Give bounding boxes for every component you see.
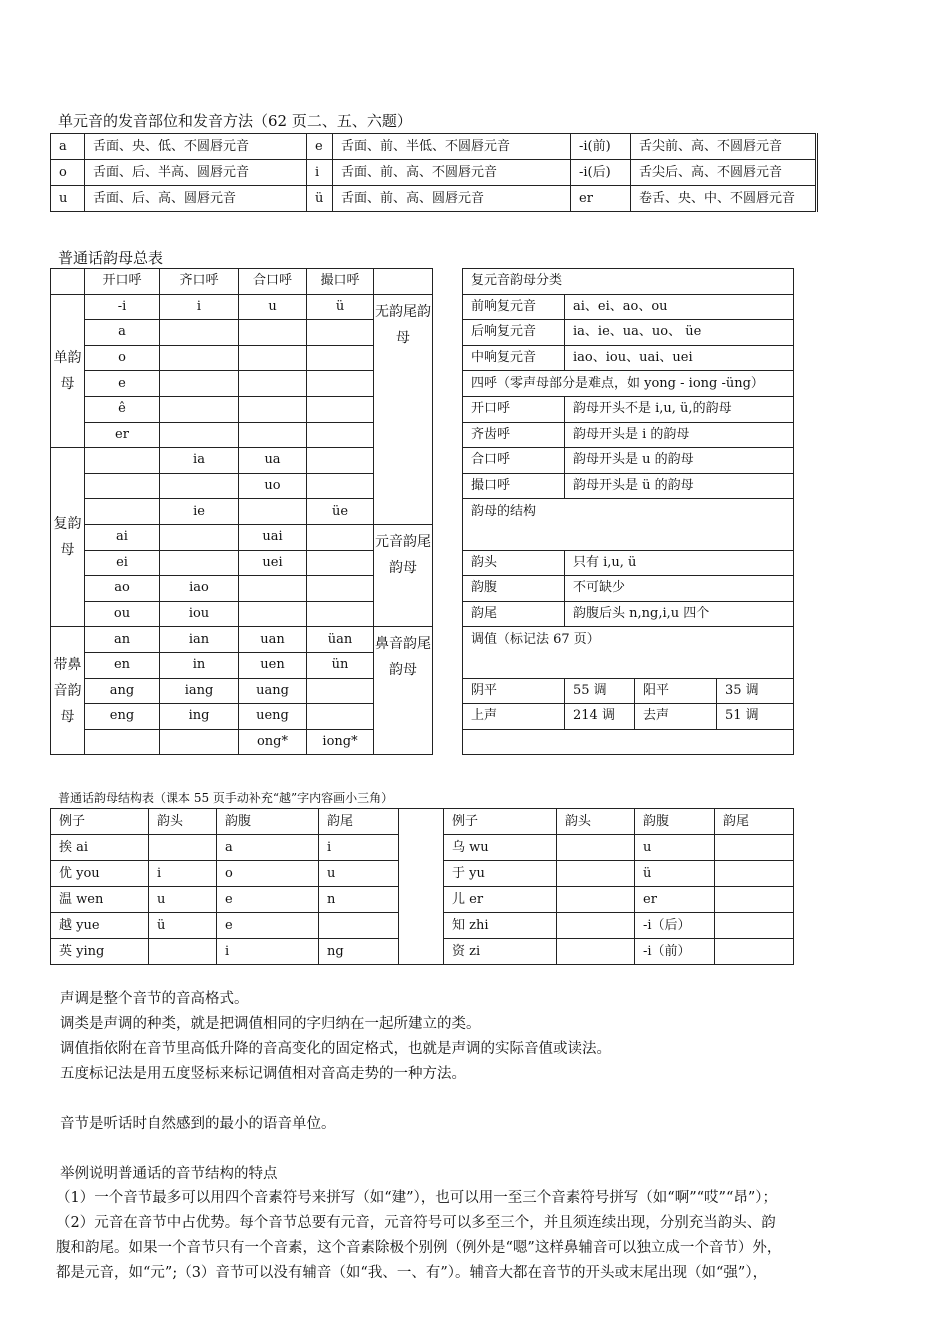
compound-value: 韵母开头不是 i,u, ü,的韵母: [565, 396, 794, 422]
final-cell: [160, 320, 239, 346]
structure-cell: 资 zi: [444, 939, 557, 965]
final-cell: uen: [239, 652, 307, 678]
vowel-row: [51, 160, 817, 186]
structure-cell: 越 yue: [51, 913, 149, 939]
paragraph-4: 五度标记法是用五度竖标来标记调值相对音高走势的一种方法。: [60, 1066, 466, 1082]
tone-cell: 去声: [635, 704, 717, 730]
structure-header: 韵腹: [217, 809, 319, 835]
structure-cell: [557, 887, 635, 913]
final-cell: eng: [85, 704, 160, 730]
vowel-cell: -i(后): [571, 160, 631, 186]
tone-cell: 35 调: [717, 678, 794, 704]
structure-cell: n: [319, 887, 399, 913]
structure-header: 韵尾: [319, 809, 399, 835]
final-cell: [85, 729, 160, 755]
final-cell: in: [160, 652, 239, 678]
vowel-cell: 舌面、前、高、不圆唇元音: [333, 160, 571, 186]
final-paragraph: [56, 1186, 892, 1286]
structure-header-row: [51, 809, 794, 835]
final-cell: [160, 371, 239, 397]
structure-cell: u: [635, 835, 715, 861]
structure-cell: [149, 835, 217, 861]
final-cell: [160, 550, 239, 576]
structure-cell: [715, 835, 794, 861]
final-cell: [239, 576, 307, 602]
final-cell: [160, 422, 239, 448]
final-cell: üan: [307, 627, 374, 653]
final-paragraph-line-3: 腹和韵尾。如果一个音节只有一个音素，这个音素除极个别例（例外是“嗯”这样鼻辅音可以独立成一个音节）外，: [56, 1240, 782, 1256]
structure-cell: a: [217, 835, 319, 861]
paragraph-3: 调值指依附在音节里高低升降的音高变化的固定格式，也就是声调的实际音值或读法。: [60, 1041, 611, 1057]
finals-header: 撮口呼: [307, 269, 374, 295]
compound-title: 复元音韵母分类: [463, 269, 794, 295]
final-cell: o: [85, 345, 160, 371]
structure-cell: [557, 861, 635, 887]
tail-label: 元音韵尾韵母: [374, 524, 433, 626]
final-cell: [307, 396, 374, 422]
finals-title: 普通话韵母总表: [58, 249, 164, 267]
structure-cell: 温 wen: [51, 887, 149, 913]
tone-cell: 阴平: [463, 678, 565, 704]
final-cell: iang: [160, 678, 239, 704]
group-label: 带鼻音韵母: [51, 627, 85, 755]
structure-header: 韵头: [557, 809, 635, 835]
tone-cell: 上声: [463, 704, 565, 730]
structure-cell: [715, 939, 794, 965]
vowel-cell: i: [307, 160, 333, 186]
compound-label: 齐齿呼: [463, 422, 565, 448]
final-cell: ia: [160, 448, 239, 474]
final-paragraph-line-1: （1）一个音节最多可以用四个音素符号来拼写（如“建”），也可以用一至三个音素符号拼写（如“啊”“哎”“昂”）；: [56, 1190, 778, 1206]
final-cell: [307, 371, 374, 397]
finals-row: [51, 294, 794, 320]
vowel-cell: 舌面、前、高、圆唇元音: [333, 186, 571, 212]
final-cell: [307, 601, 374, 627]
vowel-cell: 舌面、后、高、圆唇元音: [85, 186, 307, 212]
compound-label: 前响复元音: [463, 294, 565, 320]
tone-cell: 55 调: [565, 678, 635, 704]
final-cell: [85, 499, 160, 525]
final-cell: iong*: [307, 729, 374, 755]
final-cell: en: [85, 652, 160, 678]
final-cell: uang: [239, 678, 307, 704]
finals-header-row: [51, 269, 794, 295]
final-cell: [239, 345, 307, 371]
compound-section-title: 韵母的结构: [463, 499, 794, 550]
structure-cell: [557, 835, 635, 861]
compound-label: 韵腹: [463, 576, 565, 602]
final-cell: ong*: [239, 729, 307, 755]
final-cell: iou: [160, 601, 239, 627]
final-cell: ün: [307, 652, 374, 678]
final-cell: ei: [85, 550, 160, 576]
structure-title: 普通话韵母结构表（课本 55 页手动补充“越”字内容画小三角）: [58, 791, 394, 805]
structure-cell: 英 ying: [51, 939, 149, 965]
tone-cell: 214 调: [565, 704, 635, 730]
compound-value: ai、ei、ao、ou: [565, 294, 794, 320]
structure-cell: 挨 ai: [51, 835, 149, 861]
final-cell: uo: [239, 473, 307, 499]
final-cell: -i: [85, 294, 160, 320]
final-cell: [307, 320, 374, 346]
structure-cell: 儿 er: [444, 887, 557, 913]
finals-header: 开口呼: [85, 269, 160, 295]
structure-cell: 优 you: [51, 861, 149, 887]
final-cell: [307, 550, 374, 576]
final-cell: [160, 396, 239, 422]
final-cell: üe: [307, 499, 374, 525]
final-cell: ua: [239, 448, 307, 474]
compound-label: 合口呼: [463, 448, 565, 474]
structure-cell: er: [635, 887, 715, 913]
final-cell: [239, 396, 307, 422]
vowel-cell: -i(前): [571, 134, 631, 160]
compound-section-title: 调值（标记法 67 页）: [463, 627, 794, 678]
structure-cell: ü: [149, 913, 217, 939]
vowel-cell: 舌尖前、高、不圆唇元音: [631, 134, 817, 160]
final-cell: a: [85, 320, 160, 346]
structure-gap-cell: [399, 809, 444, 965]
compound-value: 韵母开头是 u 的韵母: [565, 448, 794, 474]
final-cell: [239, 422, 307, 448]
final-cell: [239, 499, 307, 525]
final-cell: ueng: [239, 704, 307, 730]
structure-cell: u: [319, 861, 399, 887]
final-cell: [239, 371, 307, 397]
structure-cell: u: [149, 887, 217, 913]
final-cell: ao: [85, 576, 160, 602]
vowel-cell: 卷舌、央、中、不圆唇元音: [631, 186, 817, 212]
compound-value: 只有 i,u, ü: [565, 550, 794, 576]
final-cell: [307, 448, 374, 474]
vowels-table: [50, 133, 818, 212]
final-cell: an: [85, 627, 160, 653]
final-cell: ê: [85, 396, 160, 422]
vowel-cell: a: [51, 134, 85, 160]
final-cell: [239, 601, 307, 627]
structure-header: 韵腹: [635, 809, 715, 835]
structure-cell: e: [217, 887, 319, 913]
compound-span-cell: [463, 729, 794, 755]
structure-cell: [715, 913, 794, 939]
corner-cell: [51, 269, 85, 295]
vowel-cell: 舌面、前、半低、不圆唇元音: [333, 134, 571, 160]
compound-label: 开口呼: [463, 396, 565, 422]
structure-cell: 知 zhi: [444, 913, 557, 939]
final-cell: [307, 473, 374, 499]
final-cell: ou: [85, 601, 160, 627]
paragraph-1: 声调是整个音节的音高格式。: [60, 991, 249, 1007]
final-cell: u: [239, 294, 307, 320]
final-cell: ian: [160, 627, 239, 653]
tail-label: 无韵尾韵母: [374, 294, 433, 524]
compound-label: 后响复元音: [463, 320, 565, 346]
label-header-cell: [374, 269, 433, 295]
final-cell: iao: [160, 576, 239, 602]
structure-cell: 于 yu: [444, 861, 557, 887]
vowel-cell: 舌尖后、高、不圆唇元音: [631, 160, 817, 186]
vowel-row: [51, 134, 817, 160]
structure-cell: [319, 913, 399, 939]
final-cell: [239, 320, 307, 346]
vowel-cell: e: [307, 134, 333, 160]
compound-label: 韵尾: [463, 601, 565, 627]
final-cell: ü: [307, 294, 374, 320]
separator-cell: [433, 269, 463, 755]
compound-span-cell: 四呼（零声母部分是难点，如 yong - iong -üng）: [463, 371, 794, 397]
final-cell: ai: [85, 524, 160, 550]
structure-header: 韵尾: [715, 809, 794, 835]
final-cell: er: [85, 422, 160, 448]
vowel-cell: 舌面、后、半高、圆唇元音: [85, 160, 307, 186]
paragraph-6: 举例说明普通话的音节结构的特点: [60, 1166, 278, 1182]
final-cell: uan: [239, 627, 307, 653]
structure-cell: [715, 887, 794, 913]
vowel-row: [51, 186, 817, 212]
final-cell: ing: [160, 704, 239, 730]
structure-cell: e: [217, 913, 319, 939]
final-cell: i: [160, 294, 239, 320]
final-cell: [307, 576, 374, 602]
final-paragraph-line-4: 都是元音，如“元”;（3）音节可以没有辅音（如“我、一、有”）。辅音大都在音节的开头或末尾出现（如“强”），: [56, 1265, 768, 1281]
structure-cell: o: [217, 861, 319, 887]
structure-header: 例子: [51, 809, 149, 835]
final-cell: ie: [160, 499, 239, 525]
finals-table: [50, 268, 794, 755]
structure-cell: -i（后）: [635, 913, 715, 939]
vowel-cell: ü: [307, 186, 333, 212]
finals-header: 合口呼: [239, 269, 307, 295]
tone-cell: 51 调: [717, 704, 794, 730]
vowel-cell: er: [571, 186, 631, 212]
final-cell: [160, 729, 239, 755]
vowel-cell: o: [51, 160, 85, 186]
structure-header: 例子: [444, 809, 557, 835]
structure-cell: [557, 913, 635, 939]
structure-cell: 乌 wu: [444, 835, 557, 861]
structure-cell: i: [149, 861, 217, 887]
final-cell: uei: [239, 550, 307, 576]
final-cell: uai: [239, 524, 307, 550]
group-label: 复韵母: [51, 448, 85, 627]
compound-value: 韵母开头是 ü 的韵母: [565, 473, 794, 499]
final-cell: [307, 345, 374, 371]
final-cell: [85, 448, 160, 474]
structure-header: 韵头: [149, 809, 217, 835]
final-cell: [160, 345, 239, 371]
compound-value: 韵腹后头 n,ng,i,u 四个: [565, 601, 794, 627]
vowels-title: 单元音的发音部位和发音方法（62 页二、五、六题）: [58, 112, 412, 130]
final-cell: [307, 704, 374, 730]
vowel-cell: u: [51, 186, 85, 212]
compound-label: 韵头: [463, 550, 565, 576]
final-cell: [160, 473, 239, 499]
paragraph-2: 调类是声调的种类，就是把调值相同的字归纳在一起所建立的类。: [60, 1016, 481, 1032]
vowel-cell: 舌面、央、低、不圆唇元音: [85, 134, 307, 160]
structure-table: [50, 808, 794, 965]
final-cell: [307, 678, 374, 704]
structure-cell: [557, 939, 635, 965]
tail-label: 鼻音韵尾韵母: [374, 627, 433, 755]
structure-cell: [715, 861, 794, 887]
finals-header: 齐口呼: [160, 269, 239, 295]
structure-cell: [149, 939, 217, 965]
final-cell: [307, 524, 374, 550]
paragraph-5: 音节是听话时自然感到的最小的语音单位。: [60, 1116, 336, 1132]
final-cell: [85, 473, 160, 499]
structure-cell: ü: [635, 861, 715, 887]
finals-row: [51, 627, 794, 653]
final-cell: [307, 422, 374, 448]
compound-value: iao、iou、uai、uei: [565, 345, 794, 371]
group-label: 单韵母: [51, 294, 85, 448]
final-cell: e: [85, 371, 160, 397]
final-cell: [160, 524, 239, 550]
compound-label: 中响复元音: [463, 345, 565, 371]
compound-value: 韵母开头是 i 的韵母: [565, 422, 794, 448]
compound-value: ia、ie、ua、uo、 üe: [565, 320, 794, 346]
compound-label: 撮口呼: [463, 473, 565, 499]
structure-cell: ng: [319, 939, 399, 965]
tone-cell: 阳平: [635, 678, 717, 704]
structure-cell: i: [217, 939, 319, 965]
final-paragraph-line-2: （2）元音在音节中占优势。每个音节总要有元音，元音符号可以多至三个，并且须连续出现，分别充当韵头、韵: [56, 1215, 776, 1231]
final-cell: ang: [85, 678, 160, 704]
structure-cell: -i（前）: [635, 939, 715, 965]
compound-value: 不可缺少: [565, 576, 794, 602]
structure-cell: i: [319, 835, 399, 861]
